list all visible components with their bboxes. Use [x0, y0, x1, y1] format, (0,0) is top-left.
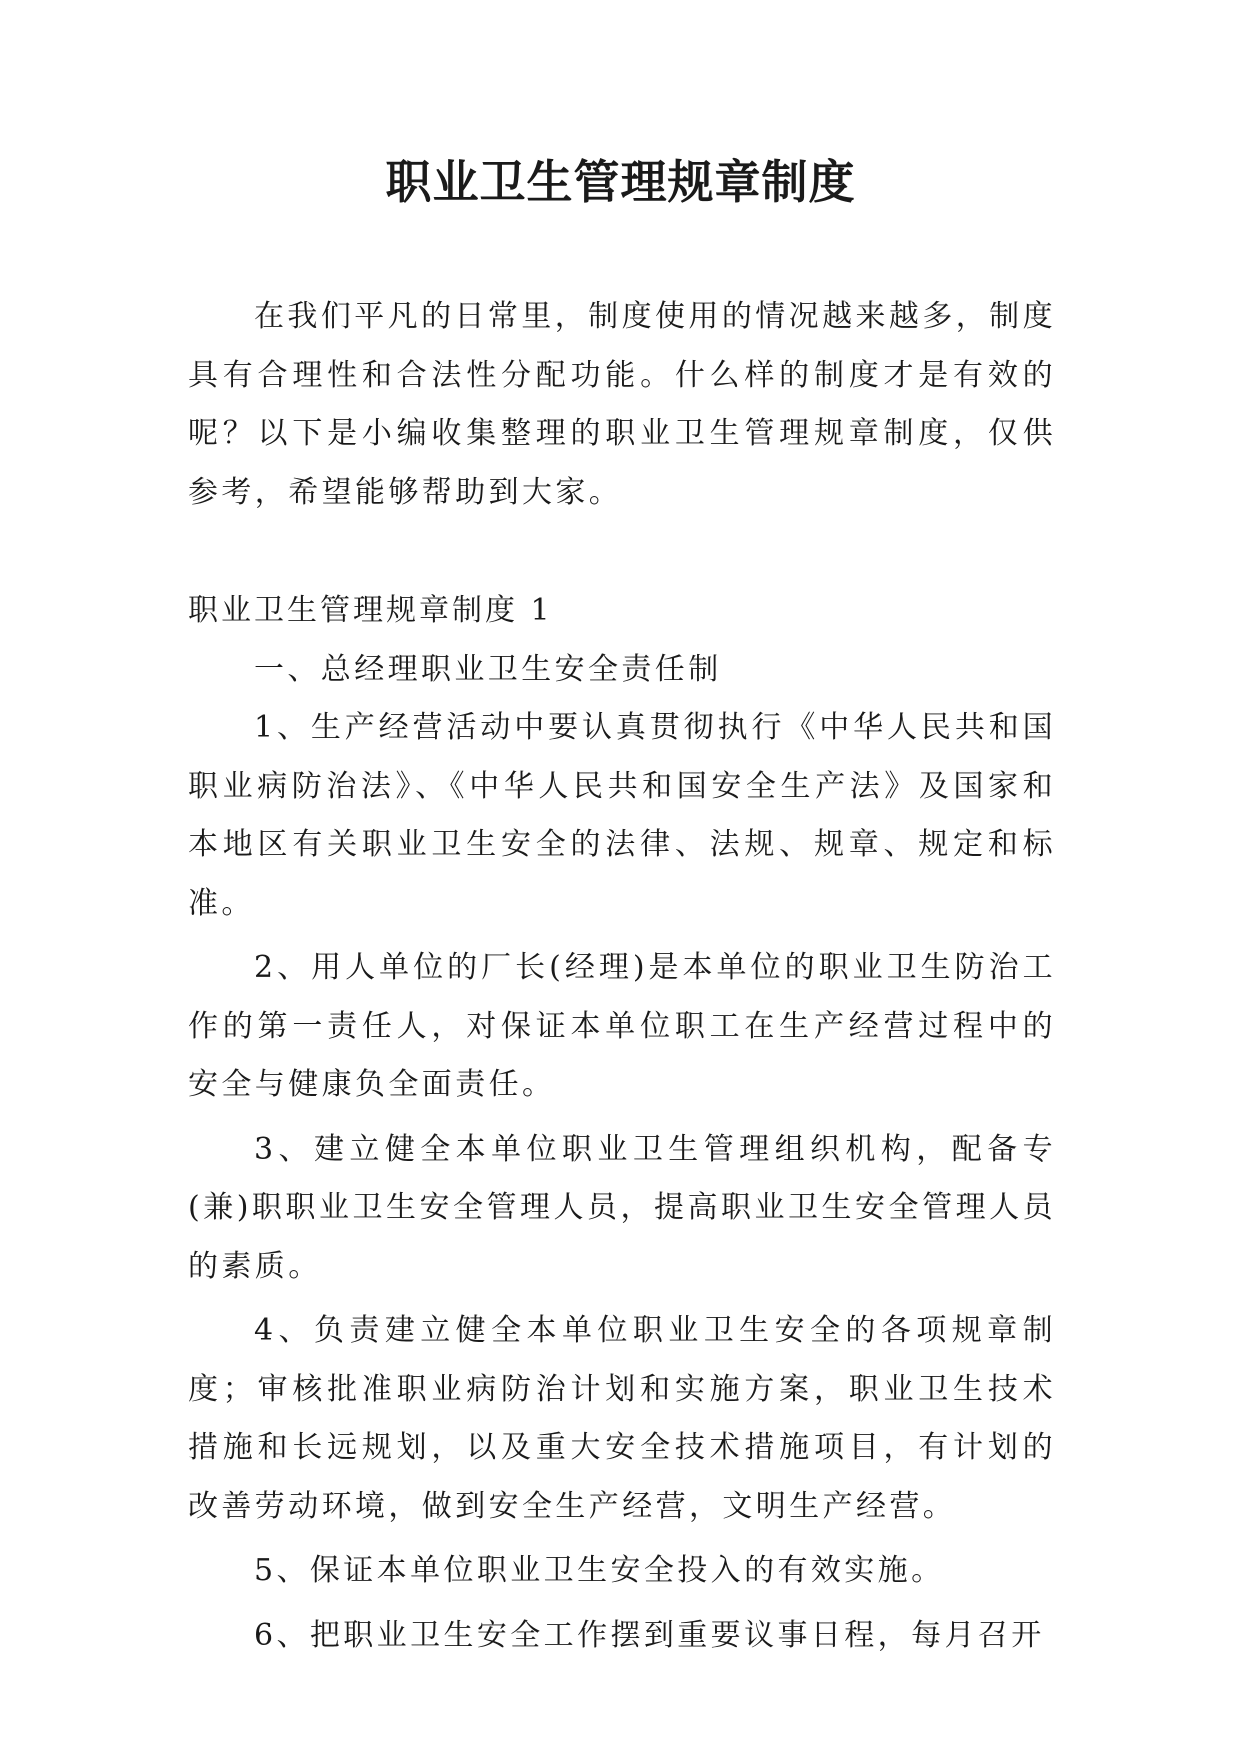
- list-item-2: 2、用人单位的厂长(经理)是本单位的职业卫生防治工作的第一责任人，对保证本单位职工在生产经营过程中的安全与健康负全面责任。: [188, 950, 1056, 1102]
- list-item-5: 5、保证本单位职业卫生安全投入的有效实施。: [254, 1553, 945, 1588]
- list-item-6: 6、把职业卫生安全工作摆到重要议事日程，每月召开: [254, 1617, 1045, 1653]
- list-item-1: 1、生产经营活动中要认真贯彻执行《中华人民共和国职业病防治法》、《中华人民共和国安全生产法》及国家和本地区有关职业卫生安全的法律、法规、规章、规定和标准。: [188, 710, 1056, 921]
- intro-paragraph: 在我们平凡的日常里，制度使用的情况越来越多，制度具有合理性和合法性分配功能。什么样的制度才是有效的呢？以下是小编收集整理的职业卫生管理规章制度，仅供参考，希望能够帮助到大家。: [188, 299, 1056, 510]
- list-item-4: 4、负责建立健全本单位职业卫生安全的各项规章制度；审核批准职业病防治计划和实施方案，职业卫生技术措施和长远规划，以及重大安全技术措施项目，有计划的改善劳动环境，做到安全生产经营，文明生产经营。: [188, 1313, 1056, 1524]
- document-title: 职业卫生管理规章制度: [385, 155, 856, 209]
- section-title: 职业卫生管理规章制度 1: [188, 593, 553, 628]
- list-item-3: 3、建立健全本单位职业卫生管理组织机构，配备专(兼)职职业卫生安全管理人员，提高职业卫生安全管理人员的素质。: [188, 1131, 1056, 1284]
- paragraph-spacer: [188, 522, 1056, 582]
- document-body: [188, 288, 1056, 1671]
- subsection-title: 一、总经理职业卫生安全责任制: [254, 651, 722, 687]
